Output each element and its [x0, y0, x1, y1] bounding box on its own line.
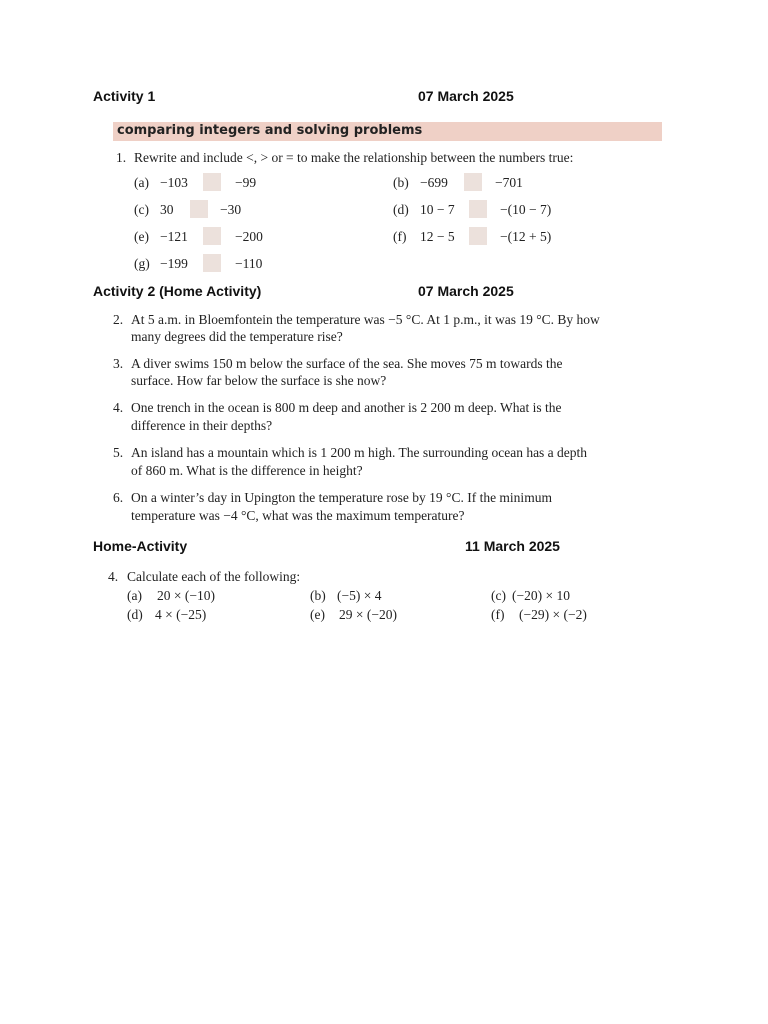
q1-item-g-right: −110: [235, 256, 263, 271]
q1-item-f-label: (f): [393, 229, 407, 244]
home-q4-item-b-label: (b): [310, 588, 326, 603]
q5-line1: An island has a mountain which is 1 200 m high. The surrounding ocean has a depth: [131, 445, 588, 460]
home-q4-item-c-label: (c): [491, 588, 506, 603]
q6-number: 6.: [113, 490, 124, 505]
q2-line2: many degrees did the temperature rise?: [131, 329, 343, 344]
q5-line2: of 860 m. What is the difference in height?: [131, 463, 363, 478]
q1-item-f-left: 12 − 5: [420, 229, 455, 244]
q3-line1: A diver swims 150 m below the surface of the sea. She moves 75 m towards the: [131, 356, 563, 371]
q1-item-f-answer-box[interactable]: [469, 227, 487, 245]
q1-item-c-right: −30: [220, 202, 242, 217]
home-q4-item-d-label: (d): [127, 607, 143, 622]
q1-item-d-right: −(10 − 7): [500, 202, 552, 217]
home-q4-item-a-label: (a): [127, 588, 142, 603]
home-q4-item-a-expr: 20 × (−10): [157, 588, 215, 603]
q1-item-c-left: 30: [160, 202, 174, 217]
q3-number: 3.: [113, 356, 124, 371]
q1-item-f-right: −(12 + 5): [500, 229, 552, 244]
home-q4-item-d-expr: 4 × (−25): [155, 607, 207, 622]
home-q4-number: 4.: [108, 569, 119, 584]
home-q4-item-b-expr: (−5) × 4: [337, 588, 382, 603]
activity2-title: Activity 2 (Home Activity): [93, 283, 262, 299]
q1-text: Rewrite and include <, > or = to make the relationship between the numbers true:: [134, 150, 574, 165]
activity1-title: Activity 1: [93, 88, 156, 104]
q1-item-a-answer-box[interactable]: [203, 173, 221, 191]
q1-item-e-answer-box[interactable]: [203, 227, 221, 245]
q1-item-e-left: −121: [160, 229, 188, 244]
q1-item-d-left: 10 − 7: [420, 202, 455, 217]
home-q4-item-c-expr: (−20) × 10: [512, 588, 570, 603]
q1-item-b-left: −699: [420, 175, 448, 190]
q1-item-g-answer-box[interactable]: [203, 254, 221, 272]
q1-item-c-answer-box[interactable]: [190, 200, 208, 218]
q2-line1: At 5 a.m. in Bloemfontein the temperature was −5 °C. At 1 p.m., it was 19 °C. By how: [131, 312, 600, 327]
home-q4-text: Calculate each of the following:: [127, 569, 301, 584]
q1-item-c-label: (c): [134, 202, 149, 217]
activity1-date: 07 March 2025: [418, 88, 514, 104]
q5-number: 5.: [113, 445, 124, 460]
home-q4-item-f-expr: (−29) × (−2): [519, 607, 587, 622]
q1-item-b-answer-box[interactable]: [464, 173, 482, 191]
q1-item-a-right: −99: [235, 175, 257, 190]
home-q4-item-e-expr: 29 × (−20): [339, 607, 397, 622]
q1-item-a-left: −103: [160, 175, 188, 190]
q1-item-g-left: −199: [160, 256, 188, 271]
q3-line2: surface. How far below the surface is she now?: [131, 373, 387, 388]
q1-item-d-answer-box[interactable]: [469, 200, 487, 218]
q1-item-e-right: −200: [235, 229, 263, 244]
q1-item-d-label: (d): [393, 202, 409, 217]
q4-line1: One trench in the ocean is 800 m deep and another is 2 200 m deep. What is the: [131, 400, 562, 415]
q1-item-e-label: (e): [134, 229, 149, 244]
q1-item-b-right: −701: [495, 175, 523, 190]
home-q4-item-f-label: (f): [491, 607, 505, 622]
q4-line2: difference in their depths?: [131, 418, 273, 433]
banner-text: comparing integers and solving problems: [117, 123, 423, 138]
home-activity-title: Home-Activity: [93, 538, 188, 554]
q1-item-g-label: (g): [134, 256, 150, 271]
q1-item-a-label: (a): [134, 175, 149, 190]
home-q4-item-e-label: (e): [310, 607, 325, 622]
section-banner: [113, 122, 662, 141]
q6-line2: temperature was −4 °C, what was the maximum temperature?: [131, 508, 465, 523]
q2-number: 2.: [113, 312, 124, 327]
q1-number: 1.: [116, 150, 127, 165]
q1-item-b-label: (b): [393, 175, 409, 190]
q4-number: 4.: [113, 400, 124, 415]
home-activity-date: 11 March 2025: [465, 538, 560, 554]
q6-line1: On a winter’s day in Upington the temperature rose by 19 °C. If the minimum: [131, 490, 552, 505]
activity2-date: 07 March 2025: [418, 283, 514, 299]
